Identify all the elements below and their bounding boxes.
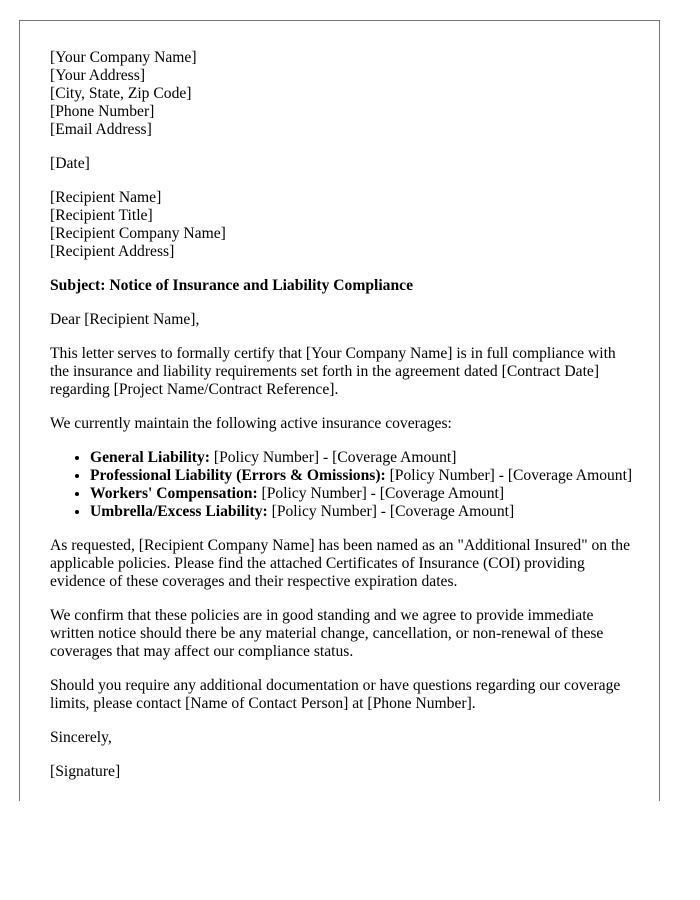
coverage-detail: [Policy Number] - [Coverage Amount] [385,467,633,484]
list-item [90,485,635,503]
coverage-lead-paragraph: We currently maintain the following active insurance coverages: [50,415,452,432]
list-item [90,467,635,485]
salutation: Dear [Recipient Name], [50,311,200,328]
sender-phone: [Phone Number] [50,103,155,120]
coverage-name: Umbrella/Excess Liability: [90,503,268,520]
signature: [Signature] [50,763,121,780]
sender-company: [Your Company Name] [50,49,197,66]
coverage-list [50,449,635,521]
recipient-company: [Recipient Company Name] [50,225,226,242]
sender-address: [Your Address] [50,67,146,84]
additional-insured-paragraph: As requested, [Recipient Company Name] has been named as an "Additional Insured" on the applicable policies. Please find the attached Certificates of Insurance (COI) providing evidence of these coverages and their respective expiration dates. [50,537,631,590]
sender-city-state-zip: [City, State, Zip Code] [50,85,192,102]
coverage-detail: [Policy Number] - [Coverage Amount] [257,485,505,502]
sender-email: [Email Address] [50,121,152,138]
coverage-detail: [Policy Number] - [Coverage Amount] [267,503,515,520]
recipient-title: [Recipient Title] [50,207,153,224]
contact-paragraph: Should you require any additional documentation or have questions regarding our coverage limits, please contact [Name of Contact Person] at [Phone Number]. [50,677,621,712]
coverage-name: General Liability: [90,449,210,466]
letter-content [50,49,635,797]
letter-date: [Date] [50,155,90,172]
recipient-block [50,189,635,261]
coverage-name: Workers' Compensation: [90,485,258,502]
letter-page [19,20,660,801]
list-item [90,503,635,521]
sender-block [50,49,635,139]
intro-paragraph: This letter serves to formally certify that [Your Company Name] is in full compliance with the insurance and liability requirements set forth in the agreement dated [Contract Date] regarding [Project Name/Contract Reference]. [50,345,616,398]
list-item [90,449,635,467]
closing: Sincerely, [50,729,112,746]
recipient-address: [Recipient Address] [50,243,175,260]
coverage-detail: [Policy Number] - [Coverage Amount] [209,449,457,466]
recipient-name: [Recipient Name] [50,189,162,206]
coverage-name: Professional Liability (Errors & Omissions): [90,467,386,484]
subject-line: Subject: Notice of Insurance and Liability Compliance [50,277,413,294]
good-standing-paragraph: We confirm that these policies are in good standing and we agree to provide immediate written notice should there be any material change, cancellation, or non-renewal of these coverages that may affect our compliance status. [50,607,604,660]
date-block [50,155,635,173]
